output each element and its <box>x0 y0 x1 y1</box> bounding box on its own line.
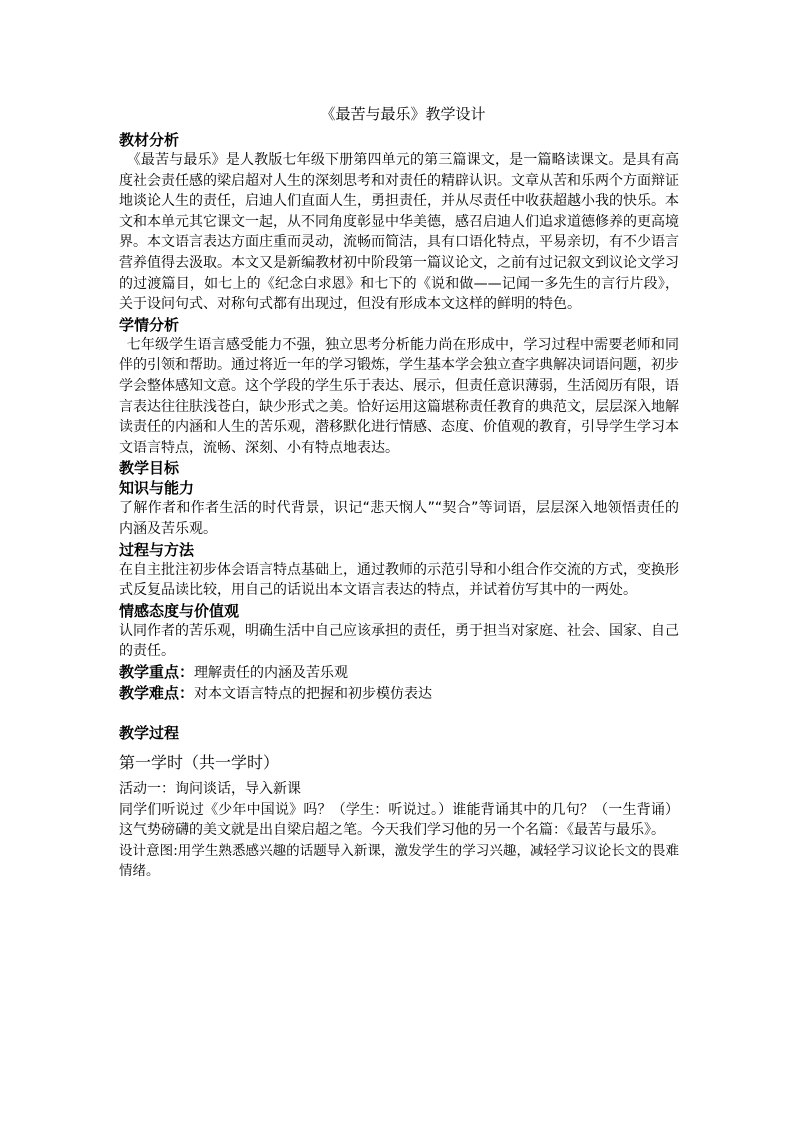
difficult-point-text: 对本文语言特点的把握和初步模仿表达 <box>194 686 433 703</box>
knowledge-ability-heading: 知识与能力 <box>119 479 195 498</box>
difficult-point-label: 教学难点： <box>119 684 195 703</box>
activity-body: 同学们听说过《少年中国说》吗？（学生：听说过。）谁能背诵其中的几句？（一生背诵）这气势磅礴的美文就是出自梁启超之笔。今天我们学习他的另一个名篇：《最苦与最乐》。 <box>119 801 679 839</box>
textbook-analysis-body: 《最苦与最乐》是人教版七年级下册第四单元的第三篇课文，是一篇略读课文。是具有高度社会责任感的梁启超对人生的深刻思考和对责任的精辟认识。文章从苦和乐两个方面辩证地谈论人生的责任，启迪人们直面人生，勇担责任，并从尽责任中收获超越小我的快乐。本文和本单元其它课文一起，从不同角度彰显中华美德，感召启迪人们追求道德修养的更高境界。本文语言表达方面庄重而灵动，流畅而简洁，具有口语化特点，平易亲切，有不少语言营养值得去汲取。本文又是新编教材初中阶段第一篇议论文，之前有过记叙文到议论文学习的过渡篇目，如七上的《纪念白求恩》和七下的《说和做——记闻一多先生的言行片段》，关于设问句式、对称句式都有出现过，但没有形成本文这样的鲜明的特色。 <box>119 152 679 313</box>
textbook-analysis-heading: 教材分析 <box>119 131 180 149</box>
teaching-process-heading: 教学过程 <box>119 724 180 743</box>
key-point-label: 教学重点： <box>119 662 195 681</box>
process-method-body: 在自主批注初步体会语言特点基础上，通过教师的示范引导和小组合作交流的方式，变换形式反复品读比较，用自己的话说出本文语言表达的特点，并试着仿写其中的一两处。 <box>119 561 679 599</box>
knowledge-ability-body: 了解作者和作者生活的时代背景，识记“悲天悯人”“契合”等词语，层层深入地领悟责任的内涵及苦乐观。 <box>119 500 679 537</box>
key-point-row <box>119 662 679 684</box>
difficult-point-row <box>119 683 679 705</box>
values-body: 认同作者的苦乐观，明确生活中自己应该承担的责任，勇于担当对家庭、社会、国家、自己的责任。 <box>119 622 679 660</box>
document-page <box>119 104 679 881</box>
student-analysis-body: 七年级学生语言感受能力不强，独立思考分析能力尚在形成中，学习过程中需要老师和同伴的引领和帮助。通过将近一年的学习锻炼，学生基本学会独立查字典解决词语问题，初步学会整体感知文意。这个学段的学生乐于表达、展示，但责任意识薄弱，生活阅历有限，语言表达往往肤浅苍白，缺少形式之美。恰好运用这篇堪称责任教育的典范文，层层深入地解读责任的内涵和人生的苦乐观，潜移默化进行情感、态度、价值观的教育，引导学生学习本文语言特点，流畅、深刻、小有特点地表达。 <box>119 336 679 456</box>
lesson-title: 第一学时（共一学时） <box>119 753 280 773</box>
activity-title: 活动一：询问谈话，导入新课 <box>119 781 301 798</box>
process-method-heading: 过程与方法 <box>119 540 195 559</box>
student-analysis-heading: 学情分析 <box>119 315 180 334</box>
objectives-heading: 教学目标 <box>119 459 180 478</box>
document-title: 《最苦与最乐》教学设计 <box>320 105 486 123</box>
design-intent: 设计意图:用学生熟悉感兴趣的话题导入新课，激发学生的学习兴趣，减轻学习议论长文的畏难情绪。 <box>119 842 679 879</box>
key-point-text: 理解责任的内涵及苦乐观 <box>194 664 349 681</box>
values-heading: 情感态度与价值观 <box>119 601 240 620</box>
section-spacer <box>119 705 679 723</box>
